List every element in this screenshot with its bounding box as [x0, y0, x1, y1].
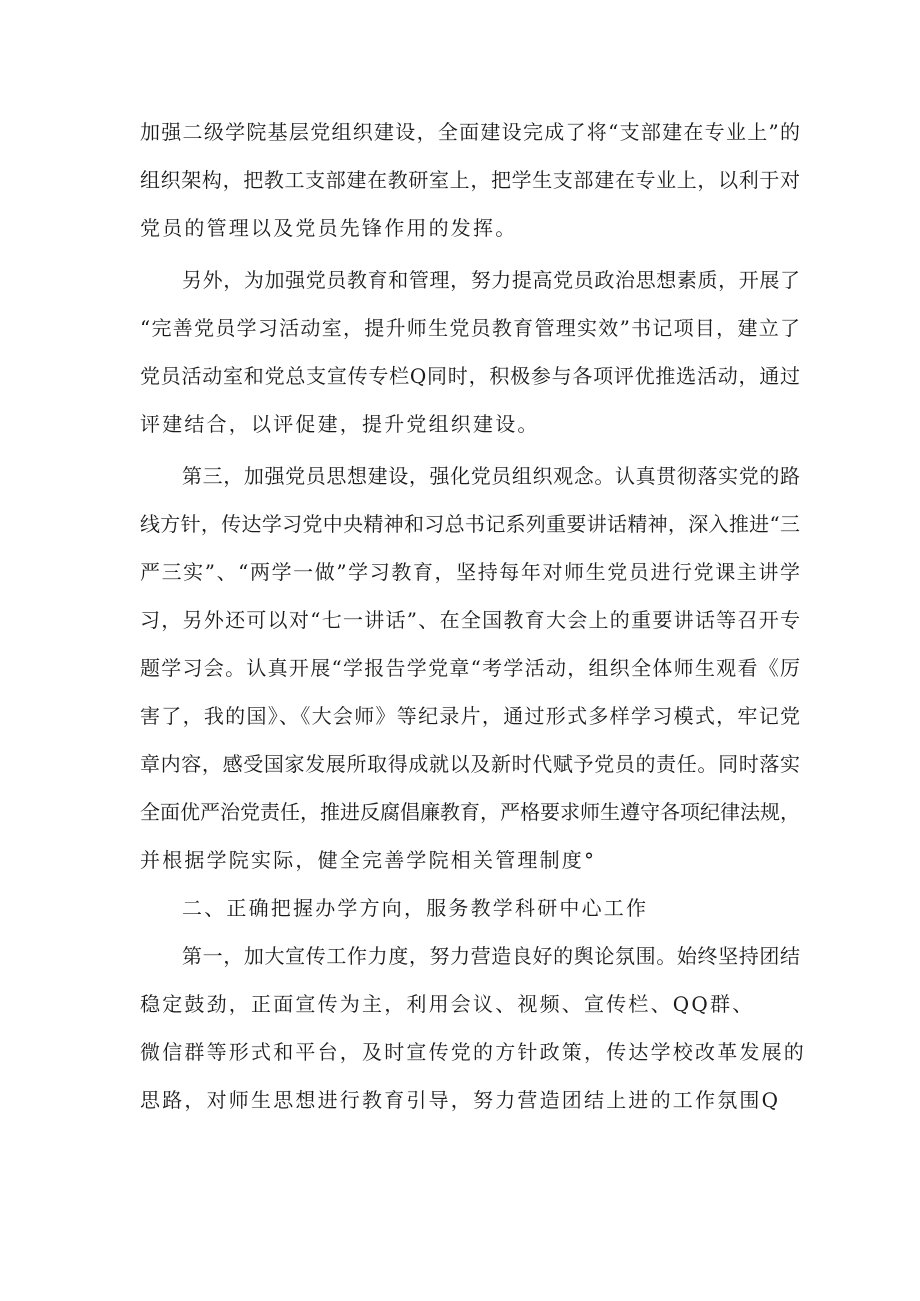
text-line: 党员活动室和党总支宣传专栏Q同时，积极参与各项评优推选活动，通过: [140, 364, 800, 388]
text-line: 思路，对师生思想进行教育引导，努力营造团结上进的工作氛围Q: [140, 1088, 781, 1112]
text-line: 微信群等形式和平台，及时宣传党的方针政策，传达学校改革发展的: [140, 1040, 806, 1064]
text-line: 并根据学院实际，健全完善学院相关管理制度°: [140, 848, 597, 872]
text-line: 害了，我的国》、《大会师》等纪录片，通过形式多样学习模式，牢记党: [140, 704, 800, 728]
text-line: 题学习会。认真开展“学报告学党章“考学活动，组织全体师生观看《厉: [140, 656, 800, 680]
text-line: 党员的管理以及党员先锋作用的发挥。: [140, 216, 518, 240]
paragraph-start-line: 第一，加大宣传工作力度，努力营造良好的舆论氛围。始终坚持团结: [182, 944, 800, 968]
text-line: 组织架构，把教工支部建在教研室上，把学生支部建在专业上，以利于对: [140, 168, 800, 192]
text-line: 线方针，传达学习党中央精神和习总书记系列重要讲话精神，深入推进“三: [140, 512, 800, 536]
text-line: “完善党员学习活动室，提升师生党员教育管理实效”书记项目，建立了: [140, 316, 800, 340]
section-heading: 二、正确把握办学方向，服务教学科研中心工作: [182, 896, 649, 920]
text-line: 章内容，感受国家发展所取得成就以及新时代赋予党员的责任。同时落实: [140, 752, 800, 776]
text-line: 加强二级学院基层党组织建设，全面建设完成了将“支部建在专业上”的: [140, 120, 800, 144]
text-line: 严三实”、“两学一做”学习教育，坚持每年对师生党员进行党课主讲学: [140, 560, 800, 584]
paragraph-start-line: 另外，为加强党员教育和管理，努力提高党员政治思想素质，开展了: [182, 268, 800, 292]
text-line: 全面优严治党责任，推进反腐倡廉教育，严格要求师生遵守各项纪律法规，: [140, 800, 800, 824]
text-line: 习，另外还可以对“七一讲话”、在全国教育大会上的重要讲话等召开专: [140, 608, 800, 632]
text-line: 评建结合，以评促建，提升党组织建设。: [140, 412, 540, 436]
paragraph-start-line: 第三，加强党员思想建设，强化党员组织观念。认真贯彻落实党的路: [182, 464, 800, 488]
text-line: 稳定鼓劲，正面宣传为主，利用会议、视频、宣传栏、QQ群、: [140, 992, 755, 1016]
